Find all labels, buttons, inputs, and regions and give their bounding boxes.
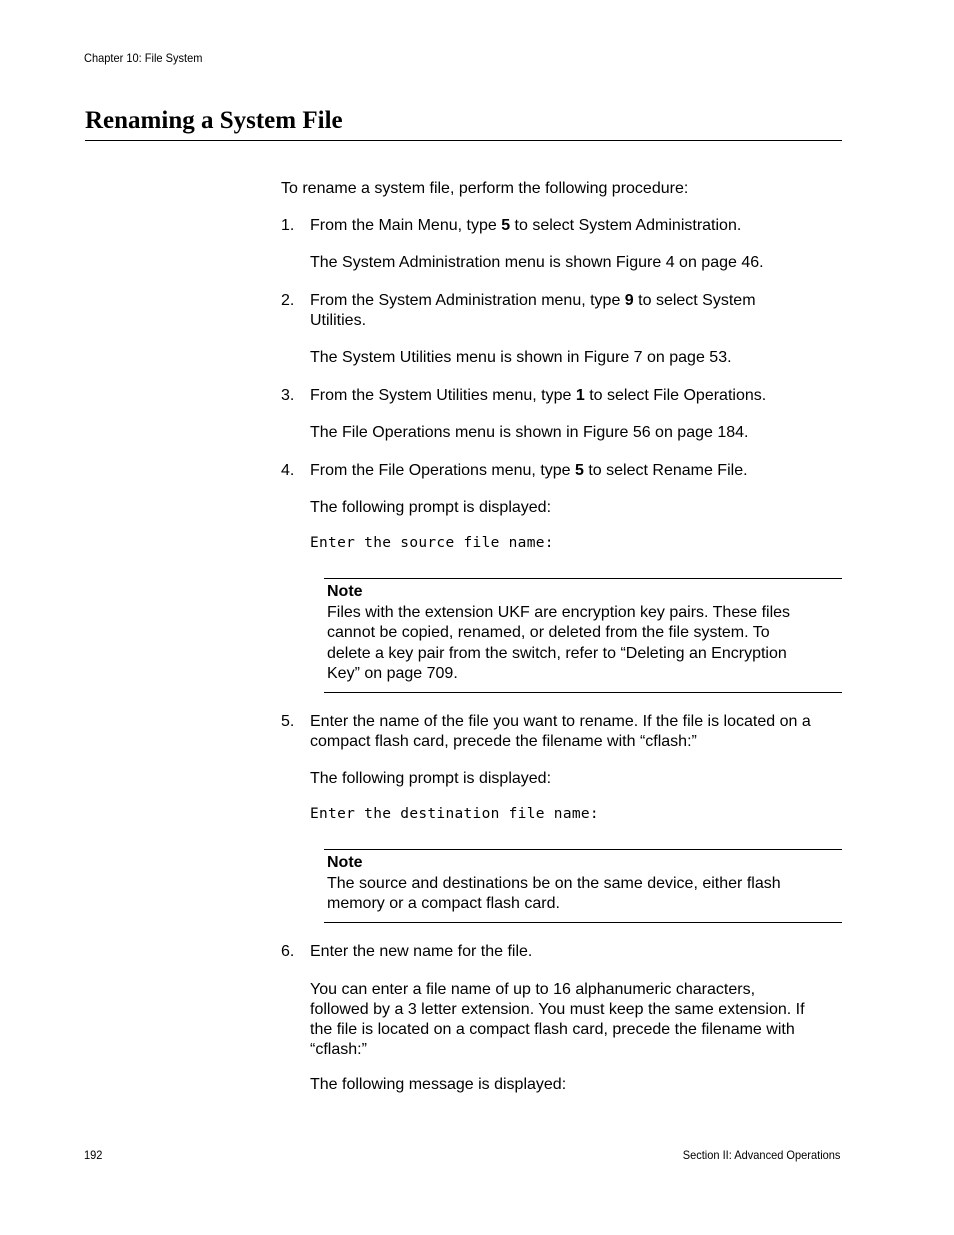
note-line: The source and destinations be on the same device, either flash	[327, 874, 781, 892]
step-text: From the System Administration menu, type 9 to select System	[310, 292, 756, 309]
note-line: delete a key pair from the switch, refer to “Deleting an Encryption	[327, 644, 787, 662]
note-line: memory or a compact flash card.	[327, 895, 560, 912]
step-number: 2.	[281, 292, 295, 309]
step-detail: followed by a 3 letter extension. You must keep the same extension. If	[310, 1001, 805, 1018]
step-text: From the File Operations menu, type 5 to select Rename File.	[310, 462, 748, 479]
step-text: Enter the name of the file you want to rename. If the file is located on a	[310, 713, 811, 730]
step-text-continued: compact flash card, precede the filename with “cflash:”	[310, 733, 697, 750]
step-text: Enter the new name for the file.	[310, 943, 533, 960]
step-detail: the file is located on a compact flash card, precede the filename with	[310, 1021, 795, 1038]
step-number: 5.	[281, 713, 295, 730]
step-key: 1	[575, 387, 585, 404]
step-number: 4.	[281, 462, 295, 479]
code-prompt: Enter the source file name:	[310, 535, 554, 551]
code-prompt: Enter the destination file name:	[310, 806, 599, 822]
note-line: Key” on page 709.	[327, 665, 458, 682]
intro-text: To rename a system file, perform the following procedure:	[281, 180, 689, 197]
step-text-continued: Utilities.	[310, 312, 367, 329]
page-title: Renaming a System File	[85, 107, 343, 134]
note-line: cannot be copied, renamed, or deleted from the file system. To	[327, 624, 770, 641]
running-header: Chapter 10: File System	[84, 51, 203, 65]
note-title: Note	[327, 854, 363, 871]
step-detail: You can enter a file name of up to 16 alphanumeric characters,	[310, 981, 756, 998]
note-box	[324, 849, 842, 923]
step-text: From the Main Menu, type 5 to select System Administration.	[310, 217, 742, 234]
step-number: 1.	[281, 217, 295, 234]
step-result: The System Utilities menu is shown in Figure 7 on page 53.	[310, 349, 732, 366]
note-title: Note	[327, 583, 363, 600]
step-text: From the System Utilities menu, type 1 to select File Operations.	[310, 387, 767, 404]
note-box	[324, 578, 842, 693]
step-detail: “cflash:”	[310, 1041, 367, 1058]
step-result: The System Administration menu is shown Figure 4 on page 46.	[310, 254, 764, 271]
step-key: 5	[501, 217, 511, 234]
title-rule	[85, 140, 842, 141]
note-line: Files with the extension UKF are encryption key pairs. These files	[327, 603, 791, 621]
section-footer: Section II: Advanced Operations	[682, 1148, 840, 1162]
step-result: The following message is displayed:	[310, 1076, 567, 1093]
step-key: 9	[624, 292, 634, 309]
step-number: 6.	[281, 943, 295, 960]
step-number: 3.	[281, 387, 295, 404]
page-number: 192	[84, 1148, 103, 1162]
step-result: The following prompt is displayed:	[310, 499, 552, 516]
step-result: The following prompt is displayed:	[310, 770, 552, 787]
step-key: 5	[575, 462, 584, 479]
step-result: The File Operations menu is shown in Figure 56 on page 184.	[310, 424, 749, 441]
